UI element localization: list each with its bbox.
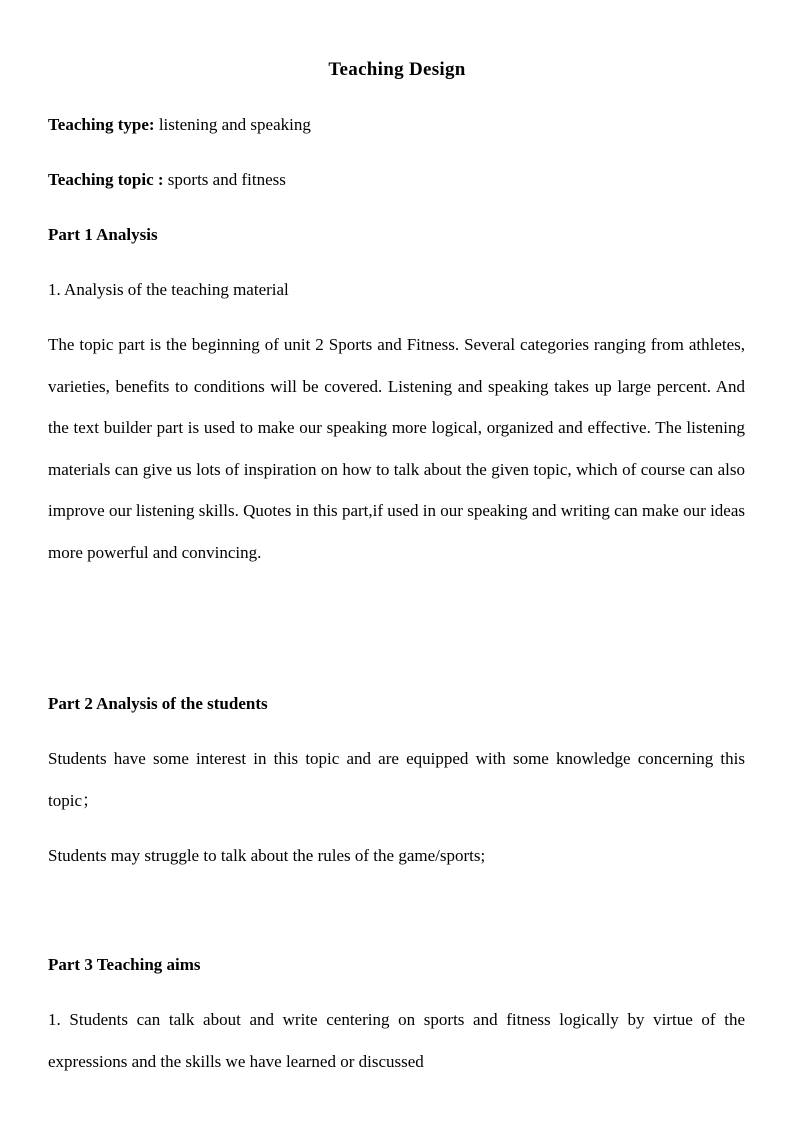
part3-item-1: 1. Students can talk about and write centering on sports and fitness logically by virtue of the expressions and the skills we have learned or discussed (48, 1010, 745, 1071)
teaching-topic-line (48, 168, 745, 192)
part1-paragraph: The topic part is the beginning of unit 2 Sports and Fitness. Several categories ranging from athletes, varieties, benefits to conditions will be covered. Listening and speaking takes up large percent. And the text builder part is used to make our speaking more logical, organized and effective. The listening materials can give us lots of inspiration on how to talk about the given topic, which of course can also improve our listening skills. Quotes in this part,if used in our speaking and writing can make our ideas more powerful and convincing. (48, 335, 745, 562)
part2-paragraph-2: Students may struggle to talk about the rules of the game/sports; (48, 846, 486, 865)
teaching-topic-value: sports and fitness (163, 170, 286, 189)
part3-heading: Part 3 Teaching aims (48, 955, 201, 974)
teaching-type-line (48, 113, 745, 137)
document-title: Teaching Design (328, 59, 466, 80)
teaching-type-value: listening and speaking (154, 115, 311, 134)
part2-paragraph-1: Students have some interest in this topic and are equipped with some knowledge concerning this topic； (48, 749, 745, 810)
teaching-type-label: Teaching type: (48, 115, 155, 134)
part2-heading: Part 2 Analysis of the students (48, 694, 268, 713)
part1-heading: Part 1 Analysis (48, 225, 158, 244)
teaching-topic-label: Teaching topic : (48, 170, 164, 189)
part1-subheading: 1. Analysis of the teaching material (48, 280, 289, 299)
